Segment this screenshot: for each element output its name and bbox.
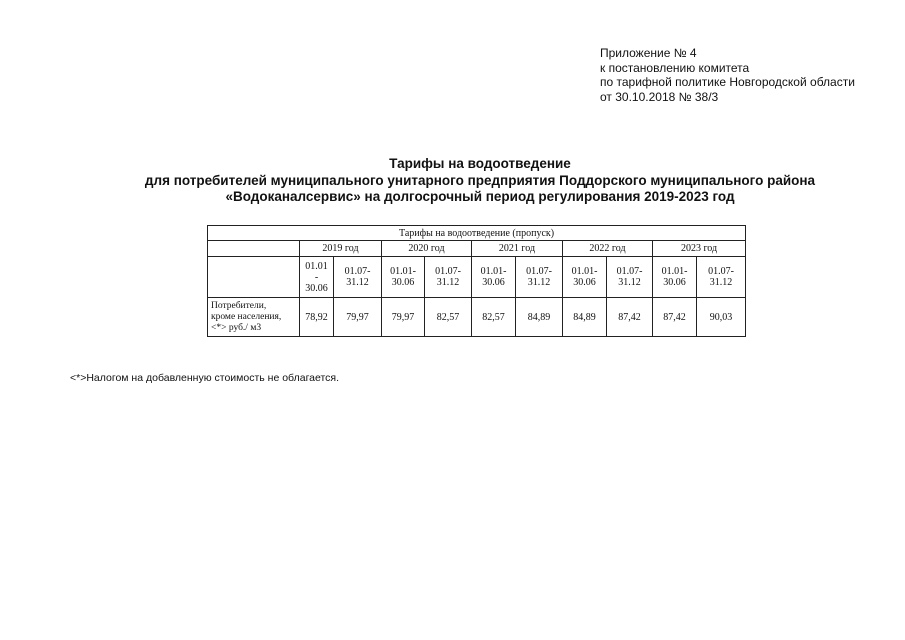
- year-2020: 2020 год: [382, 241, 472, 257]
- period-start: 01.07-: [616, 266, 643, 277]
- empty-cell: [208, 257, 300, 298]
- period-start: 01.07-: [708, 266, 734, 277]
- tariff-value: 84,89: [563, 298, 607, 337]
- period-cell: [382, 257, 425, 298]
- period-end: 31.12: [346, 277, 369, 288]
- period-cell: [334, 257, 382, 298]
- tariff-value: 78,92: [300, 298, 334, 337]
- period-end: 30.06: [391, 277, 415, 288]
- tariff-value: 87,42: [607, 298, 653, 337]
- tariff-value: 79,97: [382, 298, 425, 337]
- period-end: 31.12: [436, 277, 460, 288]
- table-header: Тарифы на водоотведение (пропуск): [208, 226, 746, 241]
- tariff-value: 79,97: [334, 298, 382, 337]
- period-cell: [697, 257, 746, 298]
- consumer-label: [208, 298, 300, 337]
- period-end: 30.06: [482, 277, 505, 288]
- year-2023: 2023 год: [653, 241, 746, 257]
- period-cell: [563, 257, 607, 298]
- period-cell: [607, 257, 653, 298]
- tariff-value: 82,57: [425, 298, 472, 337]
- annex-committee: по тарифной политике Новгородской области: [600, 75, 855, 89]
- period-cell: [425, 257, 472, 298]
- period-cell: [516, 257, 563, 298]
- period-end: 31.12: [709, 277, 733, 288]
- period-start: 01.01: [305, 260, 328, 272]
- period-start: 01.07-: [344, 266, 371, 277]
- period-cell: [472, 257, 516, 298]
- year-2019: 2019 год: [300, 241, 382, 257]
- tariff-value: 82,57: [472, 298, 516, 337]
- period-start: 01.01-: [390, 266, 416, 277]
- period-cell: [300, 257, 334, 298]
- year-2022: 2022 год: [563, 241, 653, 257]
- vat-footnote: <*>Налогом на добавленную стоимость не облагается.: [70, 372, 340, 384]
- consumer-label-line: кроме населения,: [211, 311, 282, 322]
- period-end: 30.06: [305, 282, 328, 294]
- tariff-value: 87,42: [653, 298, 697, 337]
- consumer-label-line: <*> руб./ м3: [211, 322, 262, 333]
- title-line-1: Тарифы на водоотведение: [389, 156, 571, 171]
- empty-cell: [208, 241, 300, 257]
- title-line-2: для потребителей муниципального унитарного предприятия Поддорского муниципального района: [144, 172, 816, 188]
- annex-date: от 30.10.2018 № 38/3: [600, 89, 719, 104]
- period-cell: [653, 257, 697, 298]
- period-end: 31.12: [618, 277, 641, 288]
- period-dash: -: [314, 271, 319, 283]
- annex-number: Приложение № 4: [600, 46, 697, 60]
- period-start: 01.01-: [661, 266, 688, 277]
- period-start: 01.07-: [435, 266, 461, 277]
- annex-decree: к постановлению комитета: [600, 60, 750, 75]
- tariff-value: 84,89: [516, 298, 563, 337]
- period-start: 01.01-: [571, 266, 598, 277]
- period-start: 01.07-: [526, 266, 552, 277]
- table-row: [208, 298, 746, 337]
- tariff-table: [207, 225, 746, 337]
- document-title: [60, 156, 900, 206]
- year-2021: 2021 год: [472, 241, 563, 257]
- period-start: 01.01-: [480, 266, 507, 277]
- period-end: 30.06: [573, 277, 596, 288]
- period-end: 30.06: [663, 277, 686, 288]
- period-end: 31.12: [527, 277, 551, 288]
- tariff-value: 90,03: [697, 298, 746, 337]
- title-line-3: «Водоканалсервис» на долгосрочный период регулирования 2019-2023 год: [225, 189, 735, 204]
- consumer-label-line: Потребители,: [211, 300, 267, 311]
- annex-reference: [600, 46, 855, 104]
